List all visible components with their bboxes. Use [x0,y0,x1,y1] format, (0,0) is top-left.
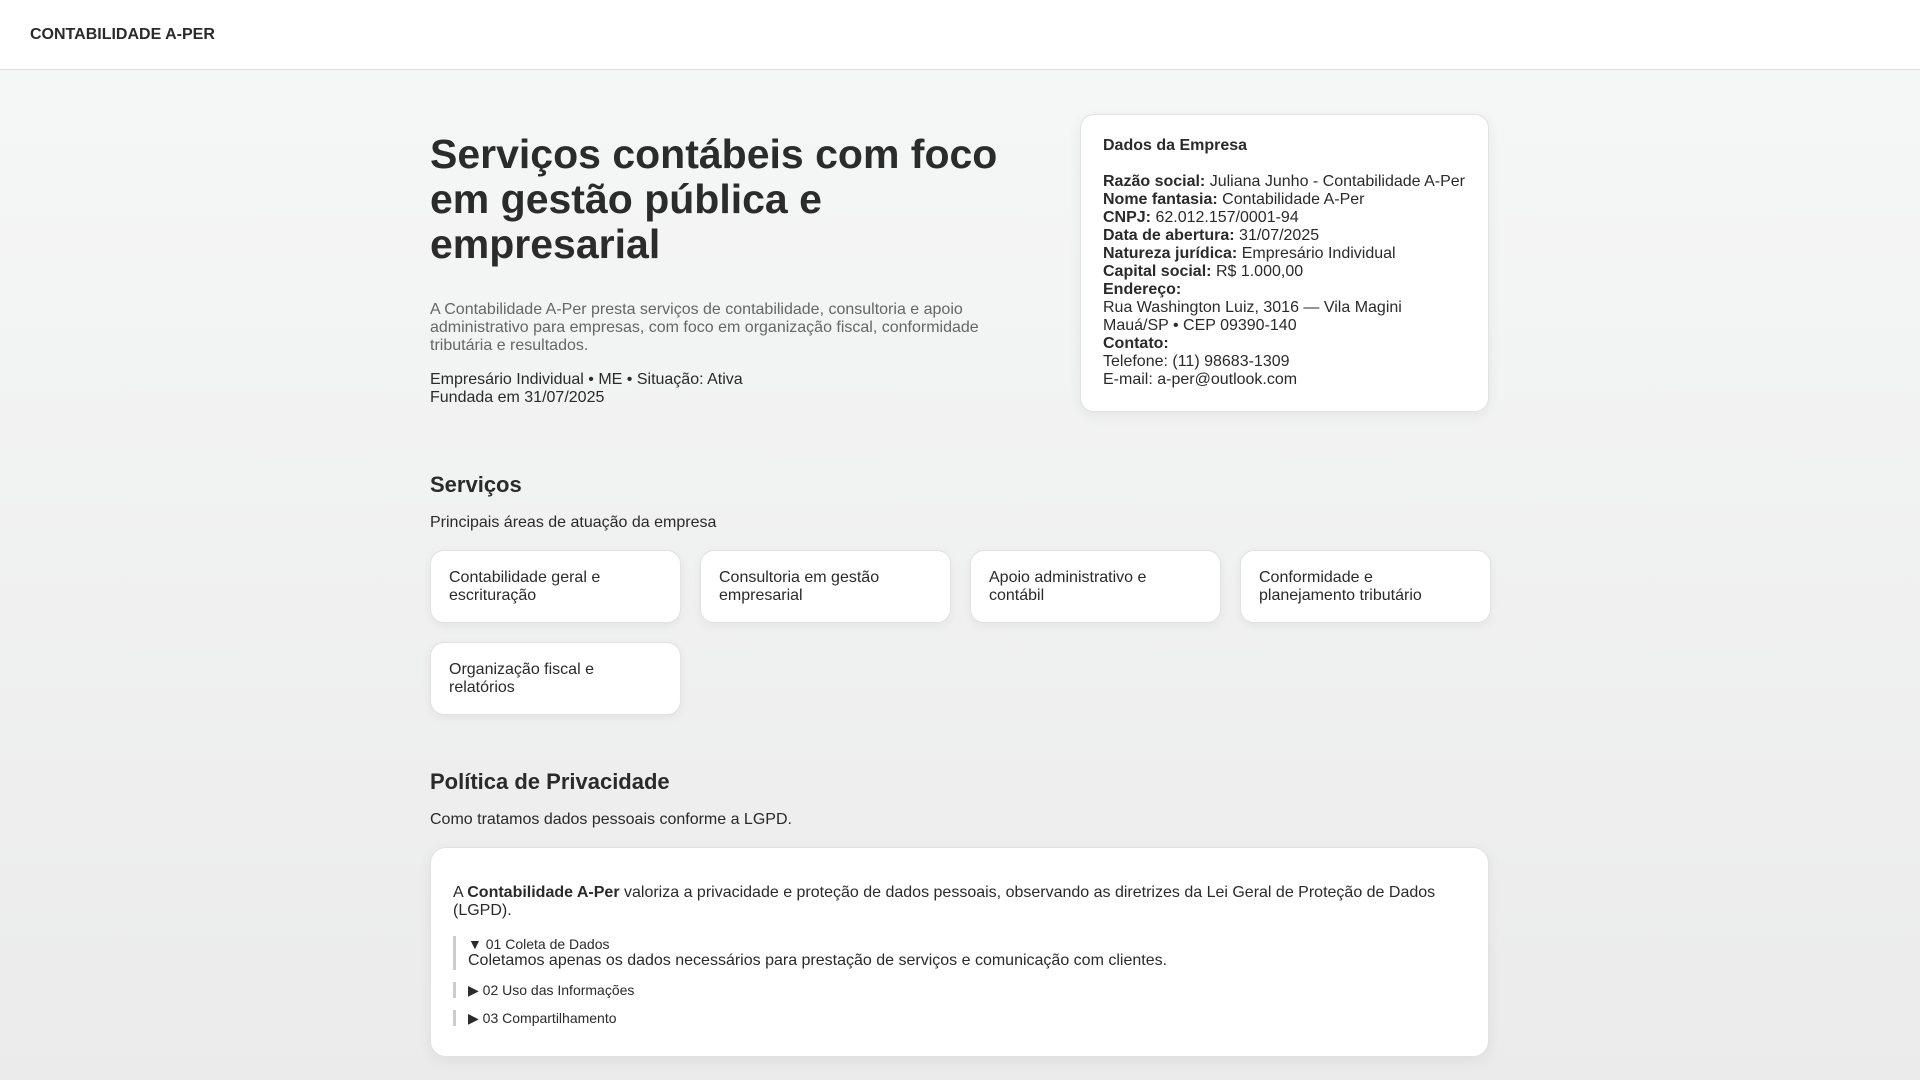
hero-meta [430,371,1000,407]
company-field [1103,209,1466,227]
company-field [1103,263,1466,281]
service-card [430,550,681,623]
service-card [430,642,681,715]
company-data-card [1080,114,1489,412]
contact-label: Contato: [1103,335,1169,352]
company-field [1103,245,1466,263]
service-card [970,550,1221,623]
hero-section [430,70,1489,406]
triangle-down-icon: ▼ [468,936,482,952]
privacy-card [430,847,1489,1057]
triangle-right-icon: ▶ [468,1010,479,1026]
services-grid [430,550,1489,715]
privacy-intro [453,884,1466,920]
intro-text: A [453,884,468,901]
company-field [1103,191,1466,209]
privacy-accordion-item [453,1010,1466,1026]
accordion-title: 01 Coleta de Dados [485,936,610,952]
field-label: Razão social: [1103,173,1206,190]
privacy-title: Política de Privacidade [430,769,670,794]
service-label: Organização fiscal e relatórios [449,660,594,696]
accordion-title: 03 Compartilhamento [482,1010,617,1026]
service-label: Consultoria em gestão empresarial [719,568,880,604]
company-field [1103,227,1466,245]
company-status: Empresário Individual • ME • Situação: Ativa [430,371,743,388]
intro-text: valoriza a privacidade e proteção de dados pessoais, observando as diretrizes da Lei Geral de Proteção de Dados (LGPD). [453,884,1436,919]
field-label: Nome fantasia: [1103,191,1218,208]
field-value: R$ 1.000,00 [1215,263,1304,280]
field-value: Juliana Junho - Contabilidade A-Per [1209,173,1465,190]
service-label: Apoio administrativo e contábil [989,568,1147,604]
accordion-toggle[interactable] [468,936,1466,952]
accordion-title: 02 Uso das Informações [482,982,635,998]
field-value: Empresário Individual [1241,245,1396,262]
triangle-right-icon: ▶ [468,982,479,998]
field-label: CNPJ: [1103,209,1152,226]
field-value: 31/07/2025 [1239,227,1320,244]
service-card [700,550,951,623]
field-label: Natureza jurídica: [1103,245,1238,262]
service-label: Conformidade e planejamento tributário [1259,568,1422,604]
company-card-title: Dados da Empresa [1103,137,1248,154]
accordion-body: Coletamos apenas os dados necessários para prestação de serviços e comunicação com clientes. [468,952,1168,969]
company-field [1103,173,1466,191]
field-value: Contabilidade A-Per [1222,191,1365,208]
privacy-accordion-item [453,982,1466,998]
field-label: Capital social: [1103,263,1212,280]
service-card [1240,550,1491,623]
contact-phone[interactable]: Telefone: (11) 98683-1309 [1103,353,1290,370]
hero-lead: A Contabilidade A-Per presta serviços de contabilidade, consultoria e apoio administrativo para empresas, com foco em organização fiscal, conformidade tributária e resultados. [430,301,979,354]
privacy-accordion-item [453,936,1466,970]
top-bar [0,0,1920,70]
accordion-toggle[interactable] [468,1010,1466,1026]
address-label: Endereço: [1103,281,1182,298]
address-line: Mauá/SP • CEP 09390-140 [1103,317,1297,334]
brand-logo-text[interactable]: CONTABILIDADE A-PER [30,25,215,43]
main-content [430,70,1489,1026]
privacy-subtitle: Como tratamos dados pessoais conforme a LGPD. [430,811,792,828]
services-subtitle: Principais áreas de atuação da empresa [430,514,717,531]
service-label: Contabilidade geral e escrituração [449,568,601,604]
founded-date: Fundada em 31/07/2025 [430,389,605,406]
hero-title: Serviços contábeis com foco em gestão pública e empresarial [430,131,998,267]
services-section [430,472,1489,715]
address-line: Rua Washington Luiz, 3016 — Vila Magini [1103,299,1402,316]
intro-company-name: Contabilidade A-Per [467,884,620,901]
accordion-toggle[interactable] [468,982,1466,998]
contact-email[interactable]: E-mail: a-per@outlook.com [1103,371,1298,388]
privacy-section [430,769,1489,1057]
field-value: 62.012.157/0001-94 [1155,209,1299,226]
field-label: Data de abertura: [1103,227,1235,244]
services-title: Serviços [430,472,522,497]
